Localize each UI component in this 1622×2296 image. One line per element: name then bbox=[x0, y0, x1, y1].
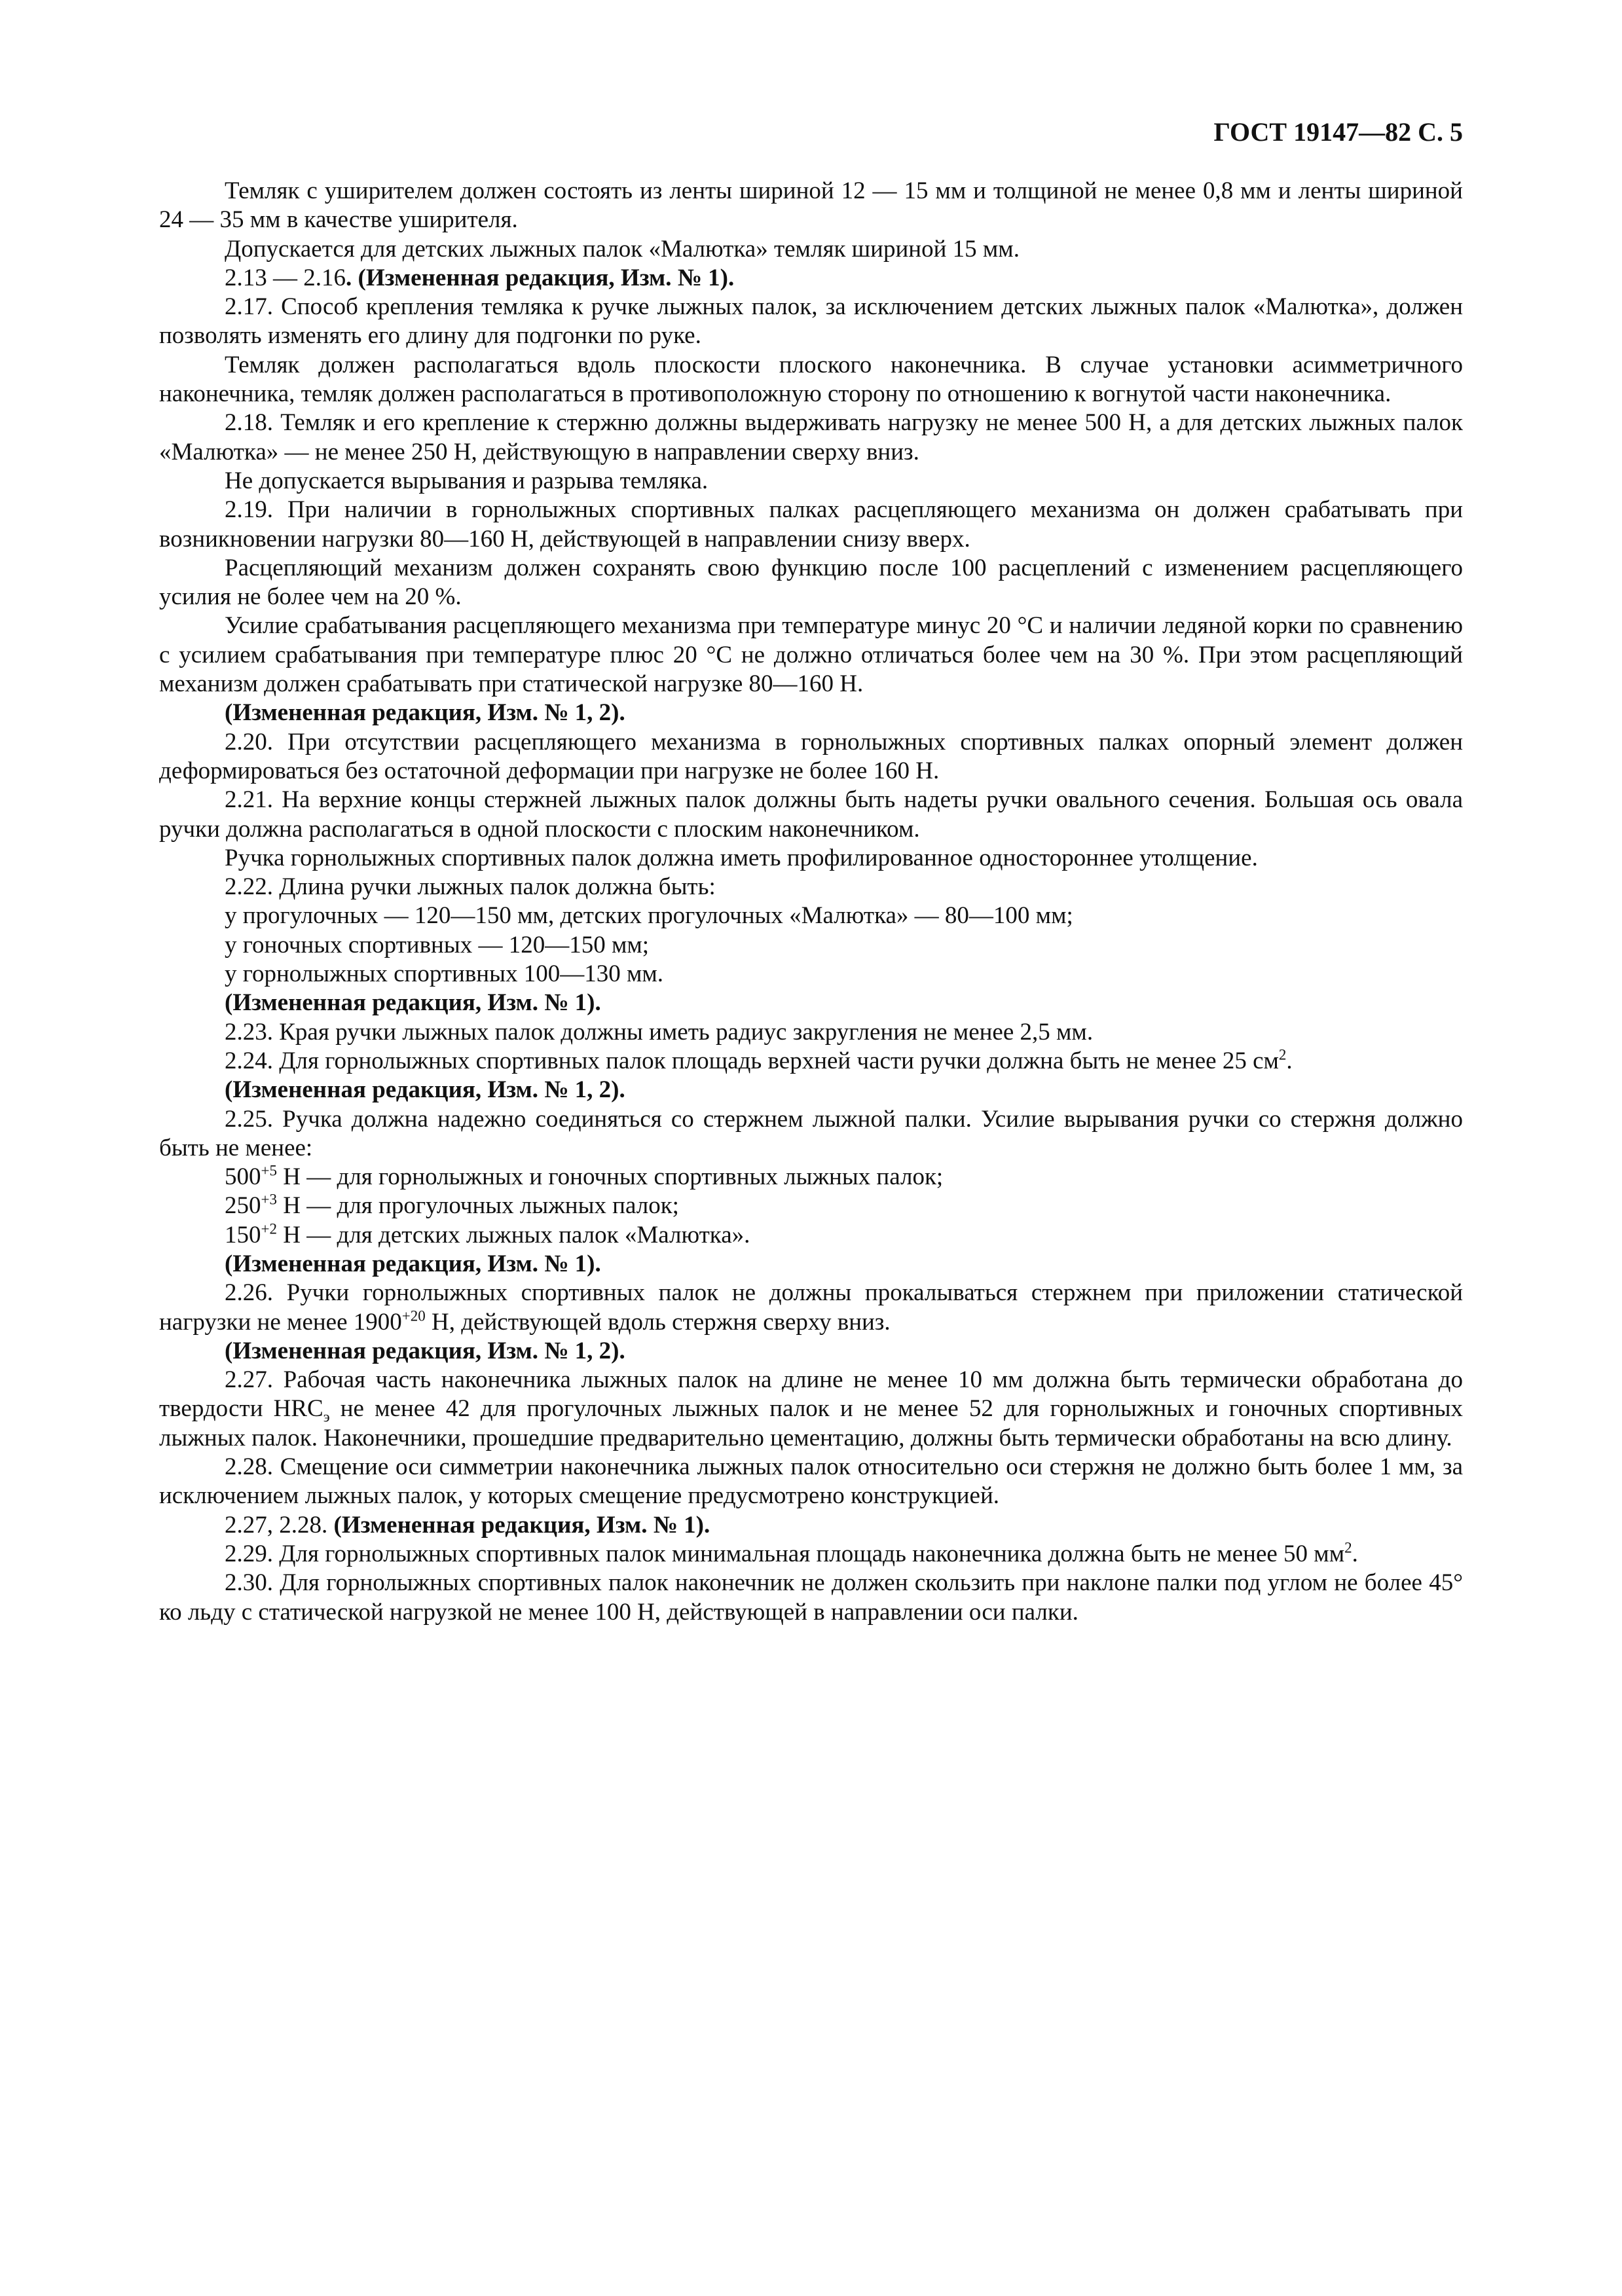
superscript: 2 bbox=[1344, 1539, 1352, 1556]
amendment-note: (Измененная редакция, Изм. № 1, 2). bbox=[225, 699, 625, 727]
list-item-text: Н — для детских лыжных палок «Малютка». bbox=[276, 1221, 750, 1248]
paragraph-text: не менее 42 для прогулочных лыжных палок и не менее 52 для горнолыжных и гоночных спортивных лыжных палок. Наконечники, прошедшие предварительно цементацию, должны быть термически обработаны на всю длину. bbox=[159, 1395, 1463, 1451]
tolerance: +20 bbox=[401, 1307, 426, 1324]
clause-2-23: 2.23. Края ручки лыжных палок должны иметь радиус закругления не менее 2,5 мм. bbox=[225, 1018, 1094, 1046]
value: 500 bbox=[225, 1163, 261, 1191]
clause-2-26 bbox=[159, 1279, 1463, 1337]
paragraph: Допускается для детских лыжных палок «Малютка» темляк шириной 15 мм. bbox=[225, 235, 1020, 263]
amendment-text: (Измененная редакция, Изм. № 1). bbox=[333, 1511, 710, 1539]
clause-2-29 bbox=[159, 1540, 1463, 1569]
amendment-note: (Измененная редакция, Изм. № 1, 2). bbox=[225, 1076, 625, 1104]
value: 250 bbox=[225, 1192, 261, 1220]
paragraph-text: 2.24. Для горнолыжных спортивных палок площадь верхней части ручки должна быть не менее 25 см bbox=[225, 1047, 1279, 1074]
amendment-text: . (Измененная редакция, Изм. № 1). bbox=[346, 264, 735, 291]
list-item: у горнолыжных спортивных 100—130 мм. bbox=[225, 960, 664, 988]
subscript: э bbox=[323, 1408, 330, 1425]
paragraph: Темляк должен располагаться вдоль плоскости плоского наконечника. В случае установки асимметричного наконечника, темляк должен располагаться в противоположную сторону по отношению к вогнутой части наконечника. bbox=[159, 351, 1463, 408]
list-item-text: Н — для горнолыжных и гоночных спортивных лыжных палок; bbox=[276, 1163, 944, 1191]
paragraph-text: . bbox=[1286, 1047, 1293, 1074]
clause-number: 2.27, 2.28. bbox=[225, 1511, 328, 1539]
tolerance: +3 bbox=[261, 1192, 277, 1209]
paragraph-text: 2.26. Ручки горнолыжных спортивных палок не должны прокалываться стержнем при приложении статической нагрузки не менее 1900 bbox=[159, 1279, 1463, 1336]
list-item: у прогулочных — 120—150 мм, детских прогулочных «Малютка» — 80—100 мм; bbox=[225, 902, 1073, 930]
paragraph: Расцепляющий механизм должен сохранять свою функцию после 100 расцеплений с изменением расцепляющего усилия не более чем на 20 %. bbox=[159, 554, 1463, 611]
clause-2-21: 2.21. На верхние концы стержней лыжных палок должны быть надеты ручки овального сечения. Большая ось овала ручки должна располагаться в одной плоскости с плоским наконечником. bbox=[159, 786, 1463, 843]
paragraph-text: 2.29. Для горнолыжных спортивных палок минимальная площадь наконечника должна быть не менее 50 мм bbox=[225, 1540, 1345, 1567]
list-item-text: Н — для прогулочных лыжных палок; bbox=[276, 1192, 679, 1220]
clause-2-30: 2.30. Для горнолыжных спортивных палок наконечник не должен скользить при наклоне палки под углом не более 45° ко льду с статической нагрузкой не менее 100 Н, действующей в направлении оси палки. bbox=[159, 1569, 1463, 1626]
amendment-note bbox=[159, 264, 1463, 293]
clause-2-18: 2.18. Темляк и его крепление к стержню должны выдерживать нагрузку не менее 500 Н, а для детских лыжных палок «Малютка» — не менее 250 Н, действующую в направлении сверху вниз. bbox=[159, 409, 1463, 465]
clause-2-20: 2.20. При отсутствии расцепляющего механизма в горнолыжных спортивных палках опорный элемент должен деформироваться без остаточной деформации при нагрузке не более 160 Н. bbox=[159, 728, 1463, 784]
amendment-note: (Измененная редакция, Изм. № 1). bbox=[225, 989, 601, 1017]
paragraph: Не допускается вырывания и разрыва темляка. bbox=[225, 467, 709, 494]
list-item: у гоночных спортивных — 120—150 мм; bbox=[225, 931, 650, 958]
paragraph: Темляк с уширителем должен состоять из ленты шириной 12 — 15 мм и толщиной не менее 0,8 мм и ленты шириной 24 — 35 мм в качестве уширителя. bbox=[159, 177, 1463, 234]
clause-2-24 bbox=[159, 1047, 1463, 1076]
value: 150 bbox=[225, 1221, 261, 1248]
paragraph: Ручка горнолыжных спортивных палок должна иметь профилированное одностороннее утолщение. bbox=[225, 844, 1258, 871]
paragraph-text: Н, действующей вдоль стержня сверху вниз. bbox=[425, 1308, 891, 1336]
amendment-note bbox=[159, 1511, 1463, 1540]
amendment-note: (Измененная редакция, Изм. № 1). bbox=[225, 1250, 601, 1277]
paragraph-text: . bbox=[1352, 1540, 1358, 1567]
list-item bbox=[159, 1163, 1463, 1192]
paragraph-text: 2.27. Рабочая часть наконечника лыжных палок на длине не менее 10 мм должна быть термически обработана до твердости HRC bbox=[159, 1366, 1463, 1423]
clause-2-28: 2.28. Смещение оси симметрии наконечника лыжных палок относительно оси стержня не должно быть более 1 мм, за исключением лыжных палок, у которых смещение предусмотрено конструкцией. bbox=[159, 1453, 1463, 1510]
amendment-note: (Измененная редакция, Изм. № 1, 2). bbox=[225, 1337, 625, 1364]
clause-2-27 bbox=[159, 1366, 1463, 1453]
page-header: ГОСТ 19147—82 С. 5 bbox=[1213, 117, 1463, 147]
tolerance: +5 bbox=[261, 1162, 277, 1179]
tolerance: +2 bbox=[261, 1220, 277, 1237]
paragraph: Усилие срабатывания расцепляющего механизма при температуре минус 20 °С и наличии ледяной корки по сравнению с усилием срабатывания при температуре плюс 20 °С не должно отличаться более чем на 30 %. При этом расцепляющий механизм должен срабатывать при статической нагрузке 80—160 Н. bbox=[159, 612, 1463, 698]
clause-2-22: 2.22. Длина ручки лыжных палок должна быть: bbox=[225, 873, 716, 901]
list-item bbox=[159, 1221, 1463, 1250]
clause-2-19: 2.19. При наличии в горнолыжных спортивных палках расцепляющего механизма он должен срабатывать при возникновении нагрузки 80—160 Н, действующей в направлении снизу вверх. bbox=[159, 496, 1463, 553]
clause-number: 2.13 — 2.16 bbox=[225, 264, 346, 291]
clause-2-25: 2.25. Ручка должна надежно соединяться со стержнем лыжной палки. Усилие вырывания ручки со стержня должно быть не менее: bbox=[159, 1105, 1463, 1161]
clause-2-17: 2.17. Способ крепления темляка к ручке лыжных палок, за исключением детских лыжных палок «Малютка», должен позволять изменять его длину для подгонки по руке. bbox=[159, 293, 1463, 350]
superscript: 2 bbox=[1278, 1046, 1287, 1063]
list-item bbox=[159, 1192, 1463, 1220]
